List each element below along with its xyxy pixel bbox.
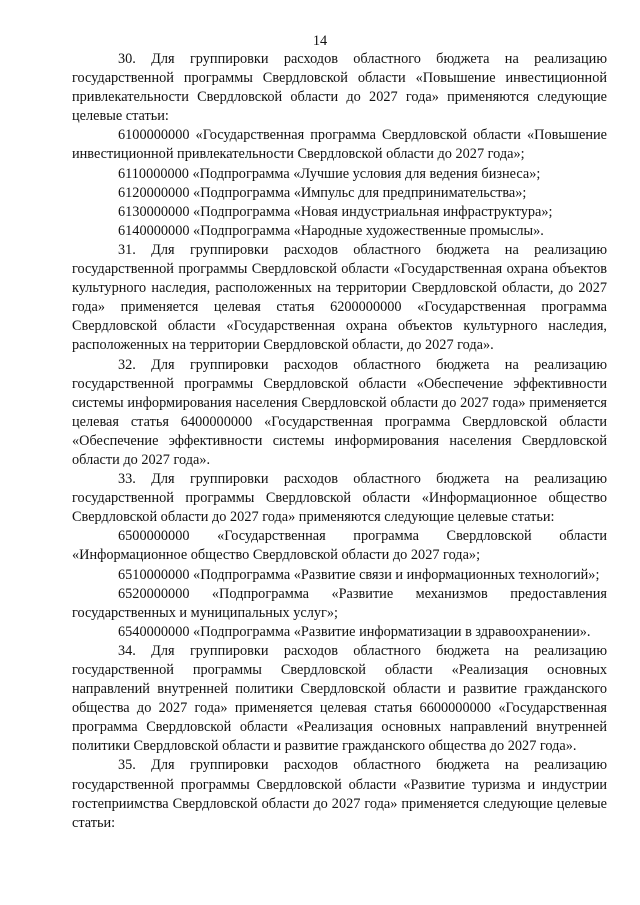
target-article-6540000000: 6540000000 «Подпрограмма «Развитие информатизации в здравоохранении». [118,623,591,640]
target-article-6140000000: 6140000000 «Подпрограмма «Народные художественные промыслы». [118,222,544,239]
target-article-6130000000: 6130000000 «Подпрограмма «Новая индустриальная инфраструктура»; [118,203,553,220]
document-body [72,50,607,833]
paragraph-item-33: 33. Для группировки расходов областного бюджета на реализацию государственной программы Свердловской области «Информационное общество Свердловской области до 2027 года» применяются следующие целевые статьи: [72,471,607,526]
target-article-6520000000: 6520000000 «Подпрограмма «Развитие механизмов предоставления государственных и муниципальных услуг»; [72,585,607,621]
paragraph-item-32: 32. Для группировки расходов областного бюджета на реализацию государственной программы Свердловской области «Обеспечение эффективности системы информирования населения Свердловской области до 2027 года» применяется целевая статья 6400000000 «Государственная программа Свердловской области «Обеспечение эффективности системы информирования населения Свердловской области до 2027 года». [72,356,607,468]
target-article-6500000000: 6500000000 «Государственная программа Свердловской области «Информационное общество Свердловской области до 2027 года»; [72,528,607,564]
paragraph-item-30: 30. Для группировки расходов областного бюджета на реализацию государственной программы Свердловской области «Повышение инвестиционной привлекательности Свердловской области до 2027 года» применяются следующие целевые статьи: [72,51,607,125]
target-article-6510000000: 6510000000 «Подпрограмма «Развитие связи и информационных технологий»; [118,566,600,583]
target-article-6120000000: 6120000000 «Подпрограмма «Импульс для предпринимательства»; [118,184,527,201]
page-number: 14 [312,33,328,49]
target-article-6110000000: 6110000000 «Подпрограмма «Лучшие условия для ведения бизнеса»; [118,165,541,182]
paragraph-item-35: 35. Для группировки расходов областного бюджета на реализацию государственной программы Свердловской области «Развитие туризма и индустрии гостеприимства Свердловской области до 2027 года» применяется следующие целевые статьи: [72,757,607,831]
paragraph-item-31: 31. Для группировки расходов областного бюджета на реализацию государственной программы Свердловской области «Государственная охрана объектов культурного наследия, расположенных на территории Свердловской области, до 2027 года» применяется целевая статья 6200000000 «Государственная программа Свердловской области «Государственная охрана объектов культурного наследия, расположенных на территории Свердловской области, до 2027 года». [72,241,607,354]
target-article-6100000000: 6100000000 «Государственная программа Свердловской области «Повышение инвестиционной привлекательности Свердловской области до 2027 года»; [72,127,607,163]
paragraph-item-34: 34. Для группировки расходов областного бюджета на реализацию государственной программы Свердловской области «Реализация основных направлений внутренней политики Свердловской области и развитие гражданского общества до 2027 года» применяется целевая статья 6600000000 «Государственная программа Свердловской области «Реализация основных направлений внутренней политики Свердловской области и развитие гражданского общества до 2027 года». [72,642,607,755]
